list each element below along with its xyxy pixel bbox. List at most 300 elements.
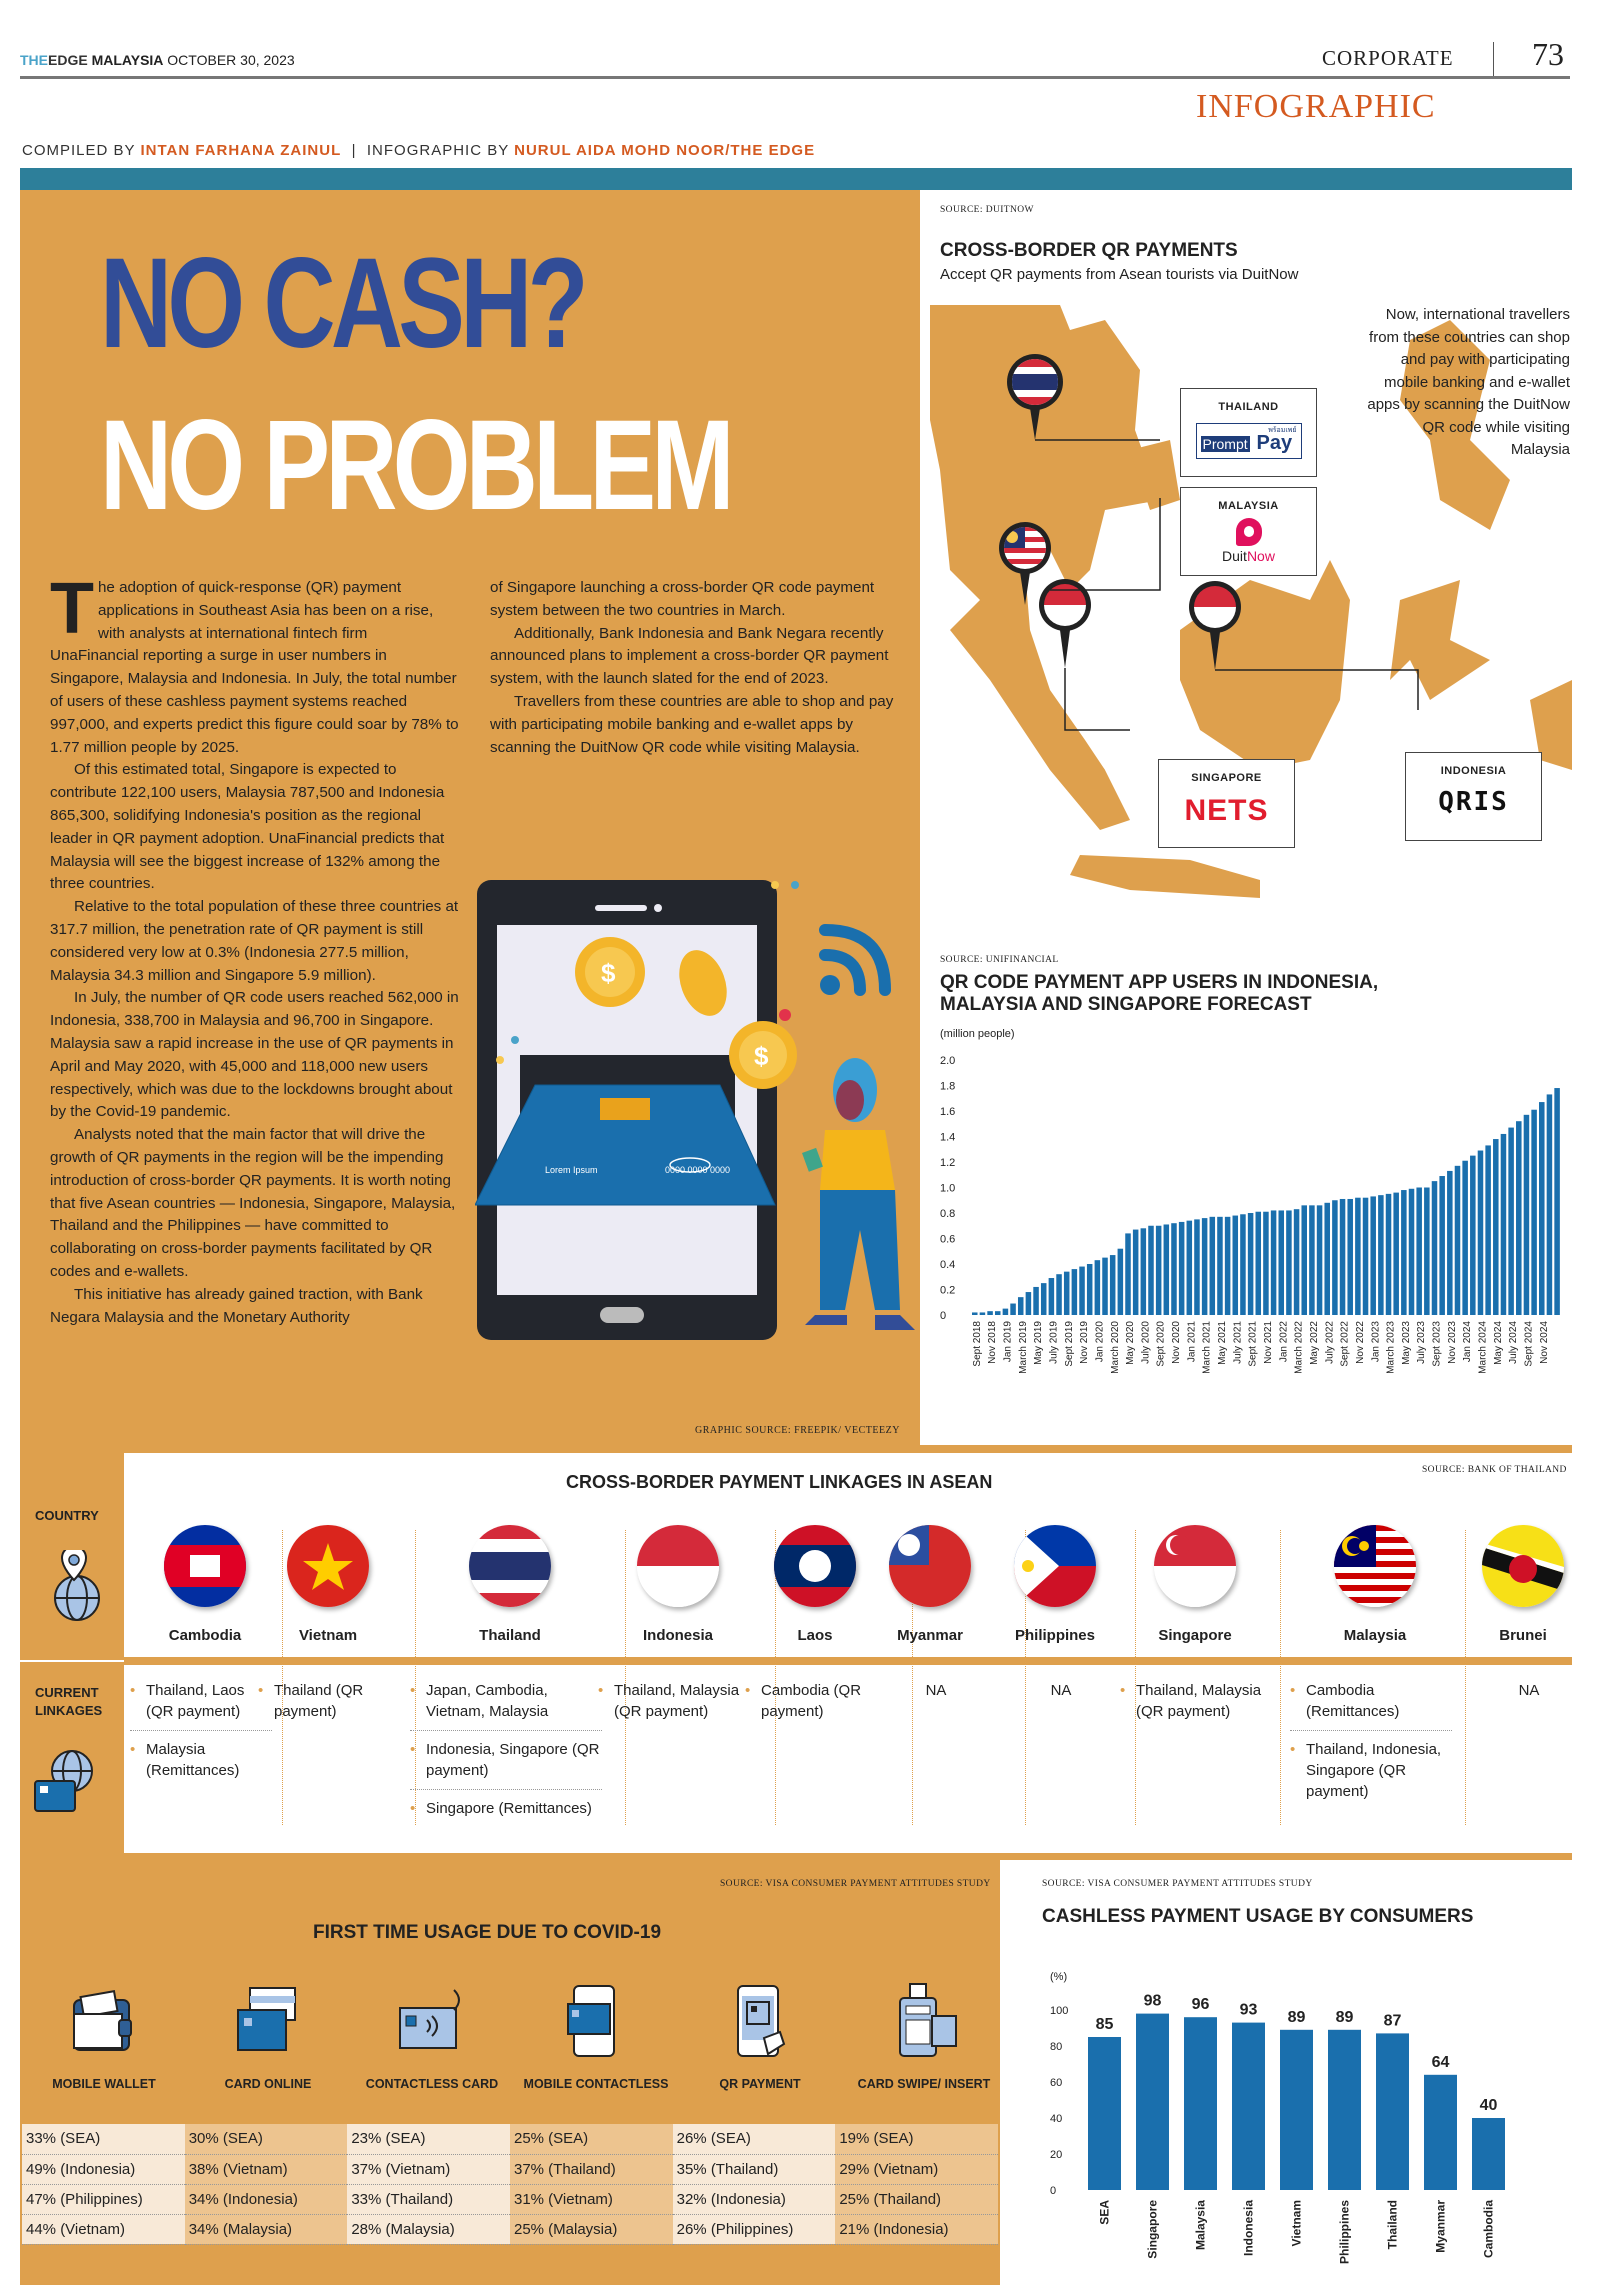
bar <box>1547 1094 1553 1315</box>
map-source: SOURCE: DUITNOW <box>940 205 1034 215</box>
java-landmass <box>1070 855 1260 898</box>
table-cell: 23% (SEA) <box>347 2124 510 2154</box>
article-paragraph: This initiative has already gained traction, with Bank Negara Malaysia and the Monetary Authority <box>50 1285 423 1326</box>
bar <box>1003 1309 1009 1315</box>
article-paragraph: In July, the number of QR code users reached 562,000 in Indonesia, 338,700 in Malaysia and 96,700 in Singapore. Malaysia saw a rapid increase in the use of QR payments in April and May 2020, with 45,000 and 118,000 new users respectively, which was due to the lockdowns brought about by the Covid-19 pandemic. <box>50 989 459 1121</box>
bar <box>1439 1176 1445 1315</box>
covid-usage-table <box>22 2124 998 2245</box>
bar <box>1064 1272 1070 1315</box>
value-label: 98 <box>1143 1992 1162 2010</box>
x-tick: March 2023 <box>1385 1321 1397 1374</box>
bar <box>1424 2075 1457 2190</box>
qr-users-bar-chart <box>940 1050 1570 1390</box>
bar <box>1455 1166 1461 1315</box>
table-row <box>22 2184 998 2214</box>
y-tick: 0.8 <box>940 1208 956 1220</box>
compiled-label: COMPILED BY <box>22 142 136 159</box>
country-malaysia <box>1300 1525 1450 1644</box>
na-label: NA <box>1518 1682 1540 1699</box>
value-label: 64 <box>1431 2053 1450 2071</box>
bar <box>1194 1219 1200 1315</box>
cambodia-flag-icon <box>164 1525 246 1607</box>
bar <box>1301 1205 1307 1315</box>
bar <box>1187 1221 1193 1315</box>
covid-category <box>842 1980 1006 2092</box>
category-label: Cambodia <box>1481 2200 1496 2259</box>
masthead-malaysia: MALAYSIA <box>91 52 164 68</box>
bar <box>1472 2118 1505 2190</box>
article-column-2 <box>490 577 900 759</box>
issue-date: OCTOBER 30, 2023 <box>167 52 295 68</box>
thailand-flag-icon <box>469 1525 551 1607</box>
bar <box>1056 1274 1062 1315</box>
bar <box>1041 1283 1047 1315</box>
qr-chart-title: QR CODE PAYMENT APP USERS IN INDONESIA, MALAYSIA AND SINGAPORE FORECAST <box>940 972 1379 1015</box>
table-cell: 38% (Vietnam) <box>185 2154 348 2184</box>
y-tick: 0.2 <box>940 1284 956 1297</box>
y-tick: 0 <box>940 1310 947 1322</box>
table-cell: 32% (Indonesia) <box>673 2184 836 2214</box>
bar <box>1079 1267 1085 1315</box>
linkage-item: • Japan, Cambodia, Vietnam, Malaysia <box>410 1680 602 1731</box>
x-tick: Sept 2021 <box>1247 1321 1259 1367</box>
y-tick: 2.0 <box>940 1055 956 1067</box>
malaysia-flag-icon <box>1334 1525 1416 1607</box>
bar <box>1554 1088 1560 1315</box>
linkage-item: • Cambodia (Remittances) <box>1290 1680 1452 1731</box>
kicker: INFOGRAPHIC <box>1196 88 1436 125</box>
y-tick: 1.8 <box>940 1080 956 1093</box>
section-name: CORPORATE <box>1322 46 1454 70</box>
column-divider <box>1465 1530 1466 1825</box>
y-tick: 40 <box>1050 2113 1063 2125</box>
country-cambodia <box>140 1525 270 1644</box>
bar <box>1125 1233 1131 1315</box>
indonesia-flag-icon <box>637 1525 719 1607</box>
country-name: Brunei <box>1499 1627 1547 1644</box>
table-cell: 26% (SEA) <box>673 2124 836 2154</box>
x-tick: Jan 2023 <box>1370 1321 1382 1363</box>
bar <box>1531 1110 1537 1315</box>
y-tick: 0.4 <box>940 1259 956 1271</box>
map-subtitle: Accept QR payments from Asean tourists via DuitNow <box>940 266 1299 283</box>
x-tick: Nov 2022 <box>1354 1321 1366 1364</box>
page-number: 73 <box>1532 36 1564 72</box>
bar <box>1164 1224 1170 1315</box>
bar <box>987 1311 993 1315</box>
article-paragraph: Relative to the total population of these three countries at 317.7 million, the penetration rate of QR payment is still considered very low at 0.3% (Indonesia 277.5 million, Malaysia 34.3 million and Singapore 5.9 million). <box>50 898 459 984</box>
credits <box>22 142 815 159</box>
y-tick: 1.2 <box>940 1157 956 1169</box>
x-tick: May 2021 <box>1217 1321 1229 1365</box>
bar <box>1386 1194 1392 1315</box>
table-cell: 30% (SEA) <box>185 2124 348 2154</box>
covid-category <box>22 1980 186 2092</box>
linkages-brunei <box>1478 1680 1580 1701</box>
table-cell: 28% (Malaysia) <box>347 2214 510 2244</box>
country-thailand <box>420 1525 600 1644</box>
x-tick: May 2022 <box>1308 1321 1320 1365</box>
logo-box-thailand: THAILAND พร้อมเพย์ Prompt Pay <box>1180 388 1317 477</box>
value-label: 93 <box>1239 2001 1258 2019</box>
x-tick: Nov 2024 <box>1538 1321 1550 1364</box>
bar <box>1248 1213 1254 1315</box>
table-row <box>22 2124 998 2154</box>
category-label: MOBILE WALLET <box>52 2077 156 2091</box>
map-note: Now, international travellers from these countries can shop and pay with participating mobile banking and e-wallet apps by scanning the DuitNow QR code while visiting Malaysia <box>1367 306 1570 458</box>
country-myanmar <box>880 1525 980 1644</box>
table-cell: 25% (SEA) <box>510 2124 673 2154</box>
bar <box>1516 1121 1522 1315</box>
na-label: NA <box>925 1682 947 1699</box>
bar <box>1271 1210 1277 1315</box>
compiled-name: INTAN FARHANA ZAINUL <box>140 142 342 159</box>
x-tick: March 2019 <box>1017 1321 1029 1374</box>
covid-category <box>678 1980 842 2092</box>
bar <box>1141 1228 1147 1315</box>
table-row <box>22 2214 998 2244</box>
table-row <box>22 2154 998 2184</box>
linkages-cambodia <box>130 1680 272 1797</box>
duitnow-logo-icon <box>1236 518 1262 546</box>
category-label: Singapore <box>1145 2200 1160 2259</box>
logo-box-indonesia: INDONESIA QRIS <box>1405 752 1542 841</box>
linkages-thailand <box>410 1680 602 1835</box>
table-cell: 21% (Indonesia) <box>835 2214 998 2244</box>
bar <box>1332 1200 1338 1315</box>
category-label: Philippines <box>1337 2200 1352 2265</box>
headline-line1: NO CASH? <box>100 232 584 375</box>
value-label: 96 <box>1191 1996 1210 2014</box>
linkage-item: • Singapore (Remittances) <box>410 1798 602 1827</box>
x-tick: March 2021 <box>1201 1321 1213 1374</box>
bar <box>1210 1217 1216 1315</box>
linkage-item: • Thailand, Indonesia, Singapore (QR payment) <box>1290 1739 1452 1810</box>
bar <box>1462 1161 1468 1315</box>
bar <box>1102 1258 1108 1315</box>
country-philippines <box>1005 1525 1105 1644</box>
table-cell: 26% (Philippines) <box>673 2214 836 2244</box>
card-terminal-icon <box>884 1980 964 2060</box>
covid-source: SOURCE: VISA CONSUMER PAYMENT ATTITUDES STUDY <box>720 1879 991 1889</box>
category-label: CARD SWIPE/ INSERT <box>857 2077 991 2091</box>
table-cell: 25% (Thailand) <box>835 2184 998 2214</box>
vietnam-flag-icon <box>287 1525 369 1607</box>
x-tick: Jan 2022 <box>1278 1321 1290 1363</box>
category-label: Indonesia <box>1241 2200 1256 2257</box>
qris-logo: QRIS <box>1438 787 1509 817</box>
sumatra-landmass <box>950 590 1130 830</box>
country-name: Myanmar <box>897 1627 963 1644</box>
bar <box>1478 1151 1484 1315</box>
qr-phone-icon <box>720 1980 800 2060</box>
bar <box>1309 1205 1315 1315</box>
x-tick: May 2024 <box>1492 1321 1504 1365</box>
country-name: Thailand <box>479 1627 541 1644</box>
bar <box>1401 1190 1407 1315</box>
bar <box>1524 1115 1530 1315</box>
x-tick: Sept 2019 <box>1063 1321 1075 1367</box>
category-label: Malaysia <box>1193 2200 1208 2251</box>
bar <box>1018 1297 1024 1315</box>
person-illustration <box>802 1058 915 1330</box>
x-tick: Sept 2018 <box>971 1321 983 1367</box>
bar <box>1347 1199 1353 1315</box>
bar <box>1026 1292 1032 1315</box>
sulawesi-landmass <box>1390 580 1490 700</box>
linkage-item: • Cambodia (QR payment) <box>745 1680 877 1730</box>
bar <box>1256 1212 1262 1315</box>
table-cell: 33% (SEA) <box>22 2124 185 2154</box>
globe-pin-icon <box>32 1550 112 1630</box>
category-label: Myanmar <box>1433 2200 1448 2253</box>
table-cell: 19% (SEA) <box>835 2124 998 2154</box>
y-tick: 1.4 <box>940 1131 956 1144</box>
x-tick: Nov 2023 <box>1446 1321 1458 1364</box>
bar <box>1470 1156 1476 1315</box>
bar <box>1432 1181 1438 1315</box>
x-tick: Nov 2020 <box>1171 1321 1183 1364</box>
x-tick: Nov 2021 <box>1263 1321 1274 1364</box>
bar <box>1088 2037 1121 2190</box>
table-cell: 34% (Indonesia) <box>185 2184 348 2214</box>
table-cell: 47% (Philippines) <box>22 2184 185 2214</box>
bar <box>1493 1139 1499 1315</box>
linkages-malaysia <box>1290 1680 1452 1818</box>
x-tick: Sept 2024 <box>1523 1321 1535 1367</box>
y-tick: 1.6 <box>940 1106 956 1118</box>
category-label: Vietnam <box>1289 2200 1304 2247</box>
contactless-card-icon <box>392 1980 472 2060</box>
bar <box>1416 1188 1422 1316</box>
mobile-contactless-icon <box>556 1980 636 2060</box>
x-tick: May 2019 <box>1033 1321 1045 1365</box>
linkage-item: • Thailand, Malaysia (QR payment) <box>598 1680 750 1730</box>
bar <box>1539 1102 1545 1315</box>
value-label: 89 <box>1335 2008 1354 2026</box>
bar <box>1317 1205 1323 1315</box>
value-label: 87 <box>1383 2012 1402 2030</box>
promptpay-logo: พร้อมเพย์ Prompt Pay <box>1196 423 1302 459</box>
y-tick: 20 <box>1050 2149 1063 2161</box>
bar <box>1447 1171 1453 1315</box>
bar <box>1087 1264 1093 1315</box>
linkage-item: • Malaysia (Remittances) <box>130 1739 272 1789</box>
cashless-usage-bar-chart <box>1030 1960 1570 2280</box>
bar <box>1118 1249 1124 1315</box>
value-label: 89 <box>1287 2008 1306 2026</box>
x-tick: Sept 2023 <box>1431 1321 1443 1367</box>
bar <box>1171 1223 1177 1315</box>
bar <box>1378 1195 1384 1315</box>
table-cell: 31% (Vietnam) <box>510 2184 673 2214</box>
linkage-item: • Thailand (QR payment) <box>258 1680 390 1730</box>
bar <box>1370 1196 1376 1315</box>
x-tick: March 2022 <box>1293 1321 1305 1374</box>
phone-payment-illustration <box>475 860 925 1380</box>
bar <box>1340 1199 1346 1315</box>
category-label: QR PAYMENT <box>719 2077 801 2091</box>
bar <box>1010 1304 1016 1315</box>
svg-text:(%): (%) <box>1050 1971 1068 1983</box>
article-column-1 <box>50 569 460 1329</box>
teal-band <box>20 168 1572 190</box>
bar <box>1133 1230 1139 1315</box>
y-tick: 0 <box>1050 2185 1057 2197</box>
x-tick: May 2023 <box>1400 1321 1412 1365</box>
qr-chart-source: SOURCE: UNIFINANCIAL <box>940 955 1059 965</box>
bar <box>1508 1128 1514 1315</box>
masthead-the: THE <box>20 52 48 68</box>
bar <box>1355 1198 1361 1315</box>
linkages-source: SOURCE: BANK OF THAILAND <box>1422 1465 1567 1475</box>
x-tick: July 2021 <box>1232 1321 1244 1364</box>
bar <box>1240 1214 1246 1315</box>
value-label: 40 <box>1479 2097 1498 2114</box>
bar <box>1286 1210 1292 1315</box>
bar <box>1033 1287 1039 1315</box>
table-cell: 34% (Malaysia) <box>185 2214 348 2244</box>
svg-text:$: $ <box>754 1041 769 1071</box>
article-paragraph: of Singapore launching a cross-border QR code payment system between the two countries in March. <box>490 579 875 619</box>
country-name: Singapore <box>1158 1627 1232 1644</box>
linkages-divider <box>124 1657 1572 1665</box>
table-cell: 44% (Vietnam) <box>22 2214 185 2244</box>
masthead <box>20 52 295 68</box>
side-divider <box>20 1660 124 1662</box>
credits-separator: | <box>351 142 357 159</box>
country-name: Indonesia <box>642 1627 713 1644</box>
bar <box>1136 2014 1169 2190</box>
bar <box>1328 2030 1361 2190</box>
category-label: Thailand <box>1385 2200 1400 2250</box>
globe-card-icon <box>32 1746 102 1816</box>
value-label: 85 <box>1095 2016 1114 2033</box>
singapore-pin-icon <box>1039 579 1091 668</box>
covid-title: FIRST TIME USAGE DUE TO COVID-19 <box>313 1922 662 1943</box>
category-label: MOBILE CONTACTLESS <box>523 2077 669 2091</box>
covid-category <box>350 1980 514 2092</box>
map-title: CROSS-BORDER QR PAYMENTS <box>940 240 1238 261</box>
bar <box>1232 2023 1265 2190</box>
x-tick: Jan 2020 <box>1094 1321 1106 1363</box>
table-cell: 29% (Vietnam) <box>835 2154 998 2184</box>
country-name: Laos <box>797 1627 833 1644</box>
header-rule <box>20 76 1570 79</box>
cashless-source: SOURCE: VISA CONSUMER PAYMENT ATTITUDES STUDY <box>1042 1879 1313 1889</box>
x-tick: Jan 2024 <box>1462 1321 1474 1363</box>
category-label: SEA <box>1097 2200 1112 2225</box>
bar <box>1072 1269 1078 1315</box>
cards-icon <box>228 1980 308 2060</box>
article-paragraph: Travellers from these countries are able to shop and pay with participating mobile banking and e-wallet apps by scanning the DuitNow QR code while visiting Malaysia. <box>490 692 894 756</box>
x-tick: July 2024 <box>1508 1321 1520 1364</box>
x-tick: July 2020 <box>1140 1321 1152 1364</box>
bar <box>1324 1203 1330 1315</box>
country-name: Cambodia <box>168 1627 242 1644</box>
table-cell: 37% (Vietnam) <box>347 2154 510 2184</box>
y-tick: 80 <box>1050 2041 1063 2053</box>
country-singapore <box>1130 1525 1260 1644</box>
country-brunei <box>1478 1525 1568 1644</box>
country-laos <box>755 1525 875 1644</box>
bar <box>1179 1222 1185 1315</box>
linkages-indonesia <box>598 1680 750 1738</box>
masthead-edge: EDGE <box>48 52 88 68</box>
x-tick: Nov 2018 <box>987 1321 999 1364</box>
column-divider <box>1280 1530 1281 1825</box>
header-divider <box>1493 42 1494 78</box>
category-label: CONTACTLESS CARD <box>365 2077 499 2091</box>
linkages-myanmar <box>880 1680 992 1701</box>
x-tick: Jan 2019 <box>1002 1321 1014 1363</box>
article-paragraph: Of this estimated total, Singapore is expected to contribute 122,100 users, Malaysia 787,500 and Indonesia 865,300, solidifying Indonesia's position as the regional leader in QR payment adoption. UnaFinancial predicts that Malaysia will see the biggest increase of 132% among the three countries. <box>50 761 445 893</box>
y-tick: 1.0 <box>940 1182 956 1195</box>
covid-category <box>186 1980 350 2092</box>
bar <box>972 1312 978 1315</box>
bar <box>1294 1209 1300 1315</box>
bar <box>1184 2017 1217 2190</box>
article-paragraph: The adoption of quick-response (QR) payment applications in Southeast Asia has been on a rise, with analysts at international fintech firm UnaFinancial reporting a surge in user numbers in Singapore, Malaysia and Indonesia. In July, the total number of users of these cashless payment systems reached 997,000, and experts predict this figure could soar by 78% to 1.77 million people by 2025. <box>50 569 459 756</box>
bar <box>1278 1210 1284 1315</box>
row-label-current-linkages: CURRENT LINKAGES <box>35 1685 103 1718</box>
svg-text:0000 0000 0000: 0000 0000 0000 <box>665 1165 731 1175</box>
myanmar-flag-icon <box>889 1525 971 1607</box>
table-cell: 33% (Thailand) <box>347 2184 510 2214</box>
headline-line2: NO PROBLEM <box>100 394 730 537</box>
country-name: Malaysia <box>1343 1627 1407 1644</box>
bar <box>1217 1217 1223 1315</box>
bar <box>995 1311 1001 1315</box>
cashless-title: CASHLESS PAYMENT USAGE BY CONSUMERS <box>1042 1906 1474 1927</box>
laos-flag-icon <box>774 1525 856 1607</box>
linkages-laos <box>745 1680 877 1738</box>
country-name: Philippines <box>1014 1627 1095 1644</box>
x-tick: Sept 2020 <box>1155 1321 1167 1367</box>
bar <box>1280 2030 1313 2190</box>
bar <box>1110 1255 1116 1315</box>
linkages-title: CROSS-BORDER PAYMENT LINKAGES IN ASEAN <box>566 1472 993 1492</box>
country-name: Vietnam <box>298 1627 358 1644</box>
bar <box>1363 1198 1369 1315</box>
y-tick: 60 <box>1050 2077 1063 2089</box>
x-tick: Jan 2021 <box>1186 1321 1198 1363</box>
qr-chart-unit: (million people) <box>940 1028 1015 1040</box>
x-tick: July 2019 <box>1048 1321 1060 1364</box>
infographic-label: INFOGRAPHIC BY <box>366 142 509 159</box>
nets-logo: NETS <box>1184 794 1269 827</box>
category-label: CARD ONLINE <box>224 2077 312 2091</box>
bar <box>1202 1218 1208 1315</box>
bar <box>1424 1188 1430 1316</box>
table-cell: 25% (Malaysia) <box>510 2214 673 2244</box>
bar <box>1156 1226 1162 1315</box>
svg-text:Lorem Ipsum: Lorem Ipsum <box>545 1165 598 1175</box>
table-cell: 49% (Indonesia) <box>22 2154 185 2184</box>
drop-cap: T <box>50 569 94 649</box>
article-paragraph: Additionally, Bank Indonesia and Bank Negara recently announced plans to implement a cross-border QR payment system, with the launch slated for the end of 2023. <box>490 624 889 688</box>
bar <box>1225 1217 1231 1315</box>
bar <box>1095 1260 1101 1315</box>
wallet-icon <box>64 1980 144 2060</box>
x-tick: March 2020 <box>1109 1321 1121 1374</box>
x-tick: Nov 2019 <box>1079 1321 1091 1364</box>
table-cell: 37% (Thailand) <box>510 2154 673 2184</box>
linkage-item: • Thailand, Malaysia (QR payment) <box>1120 1680 1262 1730</box>
bar <box>1233 1216 1239 1315</box>
bar <box>1485 1145 1491 1315</box>
logo-box-singapore: SINGAPORE NETS <box>1158 759 1295 848</box>
